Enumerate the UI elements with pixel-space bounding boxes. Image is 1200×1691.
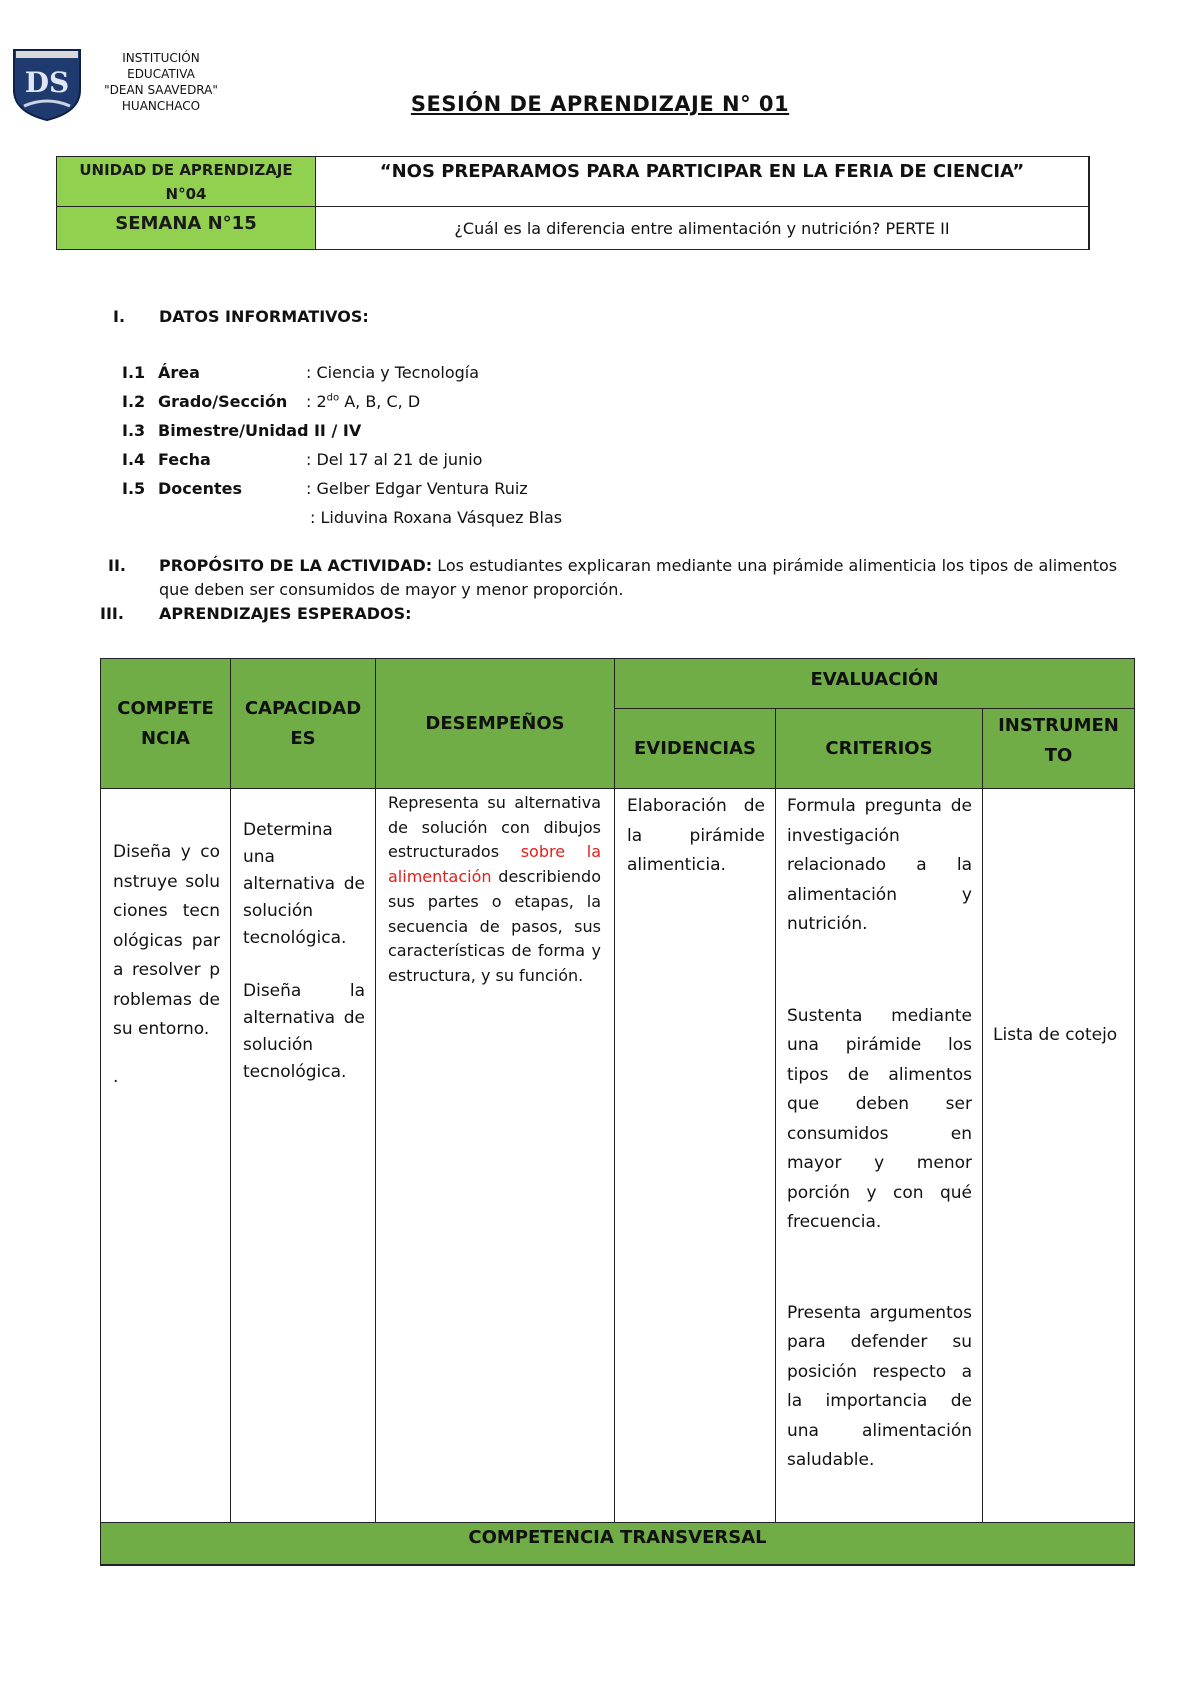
- competencia-text: Diseña y construye soluciones tecnológicas para resolver problemas de su entorno.: [113, 842, 220, 1039]
- week-label: SEMANA N°15: [115, 213, 257, 234]
- grado-prefix: : 2: [306, 392, 327, 411]
- page-title: SESIÓN DE APRENDIZAJE N° 01: [410, 92, 790, 116]
- competencia-dot: .: [113, 1066, 119, 1087]
- transversal-row: [100, 1522, 1135, 1566]
- datos-label: Grado/Sección: [158, 392, 288, 411]
- header-desempenos-text: DESEMPEÑOS: [425, 713, 565, 734]
- institution-line-3: HUANCHACO: [121, 99, 201, 113]
- datos-value: : Del 17 al 21 de junio: [306, 450, 483, 469]
- datos-label: Docentes: [158, 479, 243, 498]
- datos-row-area: [122, 363, 822, 385]
- unit-title: “NOS PREPARAMOS PARA PARTICIPAR EN LA FERIA DE CIENCIA”: [379, 161, 1025, 182]
- datos-row-docentes: [122, 479, 822, 501]
- cell-evidencias: [614, 788, 776, 1523]
- datos-value: [306, 392, 420, 411]
- datos-num: I.5: [122, 479, 146, 498]
- datos-label: Bimestre/Unidad: [158, 421, 309, 440]
- datos-num: I.1: [122, 363, 146, 382]
- criterio-3: Presenta argumentos para defender su posición respecto a la importancia de una alimentación saludable.: [787, 1302, 972, 1470]
- desempeno-text: [388, 791, 601, 989]
- section-3-title: APRENDIZAJES ESPERADOS:: [159, 604, 412, 623]
- datos-row-bimestre: [122, 421, 822, 443]
- header-instrumento: [982, 708, 1135, 789]
- week-question-cell: [316, 207, 1089, 249]
- section-2-line-1: [159, 556, 1119, 575]
- transversal-text: COMPETENCIA TRANSVERSAL: [468, 1527, 767, 1548]
- datos-value: : II / IV: [302, 421, 362, 440]
- evidencias-text: Elaboración de la pirámide alimenticia.: [627, 796, 765, 875]
- grado-rest: A, B, C, D: [339, 392, 421, 411]
- datos-value: : Liduvina Roxana Vásquez Blas: [310, 508, 563, 527]
- datos-label: Área: [158, 363, 200, 382]
- datos-value: : Ciencia y Tecnología: [306, 363, 480, 382]
- criterio-2: Sustenta mediante una pirámide los tipos de alimentos que deben ser consumidos en mayor y menor porción y con qué frecuencia.: [787, 1005, 972, 1232]
- capacidad-1: Determina una alternativa de solución tecnológica.: [243, 820, 365, 948]
- desempeno-part-2: describiendo sus partes o etapas, la secuencia de pasos, sus características de forma y estructura, y su función.: [388, 867, 601, 985]
- unit-title-cell: [316, 157, 1089, 207]
- header-capacidades-text: CAPACIDADES: [244, 697, 362, 749]
- institution-line-2: "DEAN SAAVEDRA": [104, 83, 218, 97]
- section-2-text: Los estudiantes explicaran mediante una pirámide alimenticia los tipos de alimentos: [432, 556, 1118, 575]
- section-2-line-2: que deben ser consumidos de mayor y menor proporción.: [159, 580, 624, 599]
- datos-row-docente-2: [122, 508, 822, 530]
- criterio-1: Formula pregunta de investigación relacionado a la alimentación y nutrición.: [787, 796, 972, 934]
- week-label-cell: [57, 207, 316, 249]
- header-competencia: [100, 658, 231, 789]
- capacidad-2: Diseña la alternativa de solución tecnológica.: [243, 981, 365, 1082]
- header-capacidades: [230, 658, 376, 789]
- section-3-number: III.: [100, 604, 124, 623]
- header-criterios-text: CRITERIOS: [825, 738, 933, 759]
- svg-text:DS: DS: [24, 66, 70, 99]
- instrumento-text: Lista de cotejo: [993, 1025, 1118, 1045]
- desempeno-highlight: sobre la alimentación: [388, 842, 601, 887]
- header-evidencias-text: EVIDENCIAS: [633, 738, 757, 759]
- section-2-title: PROPÓSITO DE LA ACTIVIDAD:: [159, 556, 433, 575]
- grado-sup: do: [326, 392, 340, 404]
- cell-criterios: [775, 788, 983, 1523]
- datos-num: I.4: [122, 450, 146, 469]
- datos-list: [122, 363, 822, 533]
- section-1-number: I.: [113, 307, 126, 326]
- section-1-title: DATOS INFORMATIVOS:: [159, 307, 369, 326]
- datos-value: : Gelber Edgar Ventura Ruiz: [306, 479, 528, 498]
- institution-line-1: INSTITUCIÓN EDUCATIVA: [122, 51, 200, 81]
- datos-label: Fecha: [158, 450, 211, 469]
- week-question: ¿Cuál es la diferencia entre alimentación y nutrición? PERTE II: [454, 219, 950, 238]
- header-evidencias: [614, 708, 776, 789]
- header-evaluacion-text: EVALUACIÓN: [810, 669, 939, 690]
- datos-num: I.3: [122, 421, 146, 440]
- header-criterios: [775, 708, 983, 789]
- header-instrumento-text: INSTRUMENTO: [998, 715, 1119, 766]
- unit-label: UNIDAD DE APRENDIZAJE N°04: [79, 161, 293, 203]
- cell-desempenos: [375, 788, 615, 1523]
- datos-num: I.2: [122, 392, 146, 411]
- learning-table: [100, 658, 1135, 1566]
- header-desempenos: [375, 658, 615, 789]
- header-evaluacion: [614, 658, 1135, 709]
- section-2-number: II.: [108, 556, 126, 575]
- unit-label-cell: [57, 157, 316, 207]
- cell-competencia: [100, 788, 231, 1523]
- unit-header-table: [56, 156, 1090, 250]
- desempeno-part-1: Representa su alternativa de solución con dibujos estructurados: [388, 793, 601, 862]
- cell-capacidades: [230, 788, 376, 1523]
- datos-row-grado: [122, 392, 822, 414]
- datos-row-fecha: [122, 450, 822, 472]
- header-competencia-text: COMPETENCIA: [117, 697, 214, 749]
- cell-instrumento: [982, 788, 1135, 1523]
